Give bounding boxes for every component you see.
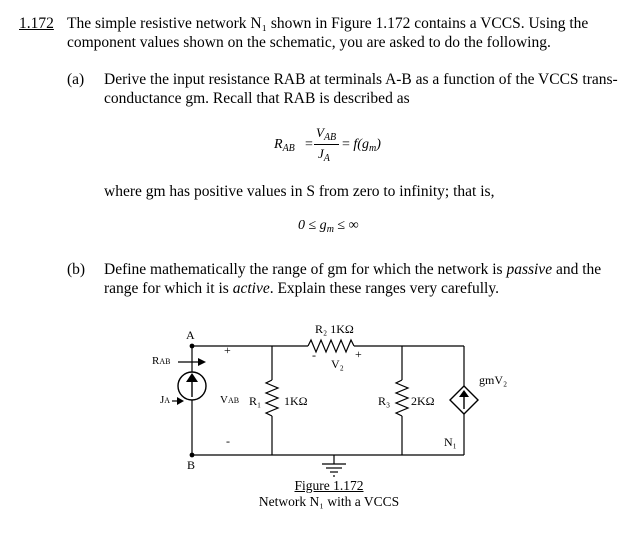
part-a-line-2: conductance gm. Recall that RAB is described as xyxy=(104,90,410,107)
resistor-r3 xyxy=(396,380,408,416)
ground-icon xyxy=(322,464,346,476)
label-r2: R₂ 1KΩ xyxy=(315,322,354,336)
rab-equation: $R_{AB}$ = $V_{AB}$ $J_A$ = $f(g_m)$ xyxy=(274,125,381,164)
arrow-up-icon xyxy=(459,390,469,397)
label-node-a: A xyxy=(186,328,195,342)
label-r3-value: 2KΩ xyxy=(411,394,435,408)
arrow-right-icon xyxy=(198,358,206,366)
gm-range: $0 \le g_m$ ≤ ∞ xyxy=(298,218,359,235)
label-r1-value: 1KΩ xyxy=(284,394,308,408)
label-minus-vab: - xyxy=(226,434,230,448)
part-b-label: (b) xyxy=(67,261,86,278)
part-a-label: (a) xyxy=(67,71,85,88)
label-node-b: B xyxy=(187,458,196,472)
label-plus-v2: + xyxy=(355,347,362,361)
where-line: where gm has positive values in S from zero to infinity; that is, xyxy=(104,183,495,200)
part-b-line-2: range for which it is active. Explain these ranges very carefully. xyxy=(104,280,499,297)
label-rab: RAB xyxy=(152,355,171,367)
resistor-r1 xyxy=(266,380,278,416)
part-a-line-1: Derive the input resistance RAB at terminals A-B as a function of the VCCS trans- xyxy=(104,71,618,88)
problem-number: 1.172 xyxy=(19,15,54,32)
label-vccs: gmV₂ xyxy=(479,373,508,387)
part-b-line-1: Define mathematically the range of gm for which the network is passive and the xyxy=(104,261,602,278)
node-a-dot xyxy=(190,344,195,349)
label-ja: JA xyxy=(160,394,171,406)
figure-caption: Network N₁ with a VCCS xyxy=(258,494,400,509)
label-plus-vab: + xyxy=(224,343,231,357)
intro-line-2: component values shown on the schematic, you are asked to do the following. xyxy=(67,34,551,51)
label-v2: V₂ xyxy=(331,357,344,371)
figure-title: Figure 1.172 xyxy=(294,478,364,493)
label-network: N₁ xyxy=(444,435,457,449)
label-r1: R₁ xyxy=(249,394,262,408)
node-b-dot xyxy=(190,453,195,458)
label-vab: VAB xyxy=(220,394,240,406)
arrow-up-icon xyxy=(186,373,198,382)
intro-line-1: The simple resistive network N₁ shown in Figure 1.172 contains a VCCS. Using the xyxy=(67,15,589,32)
label-r3: R₃ xyxy=(378,394,391,408)
arrow-right-icon xyxy=(177,397,184,405)
label-minus-v2: - xyxy=(312,348,316,362)
